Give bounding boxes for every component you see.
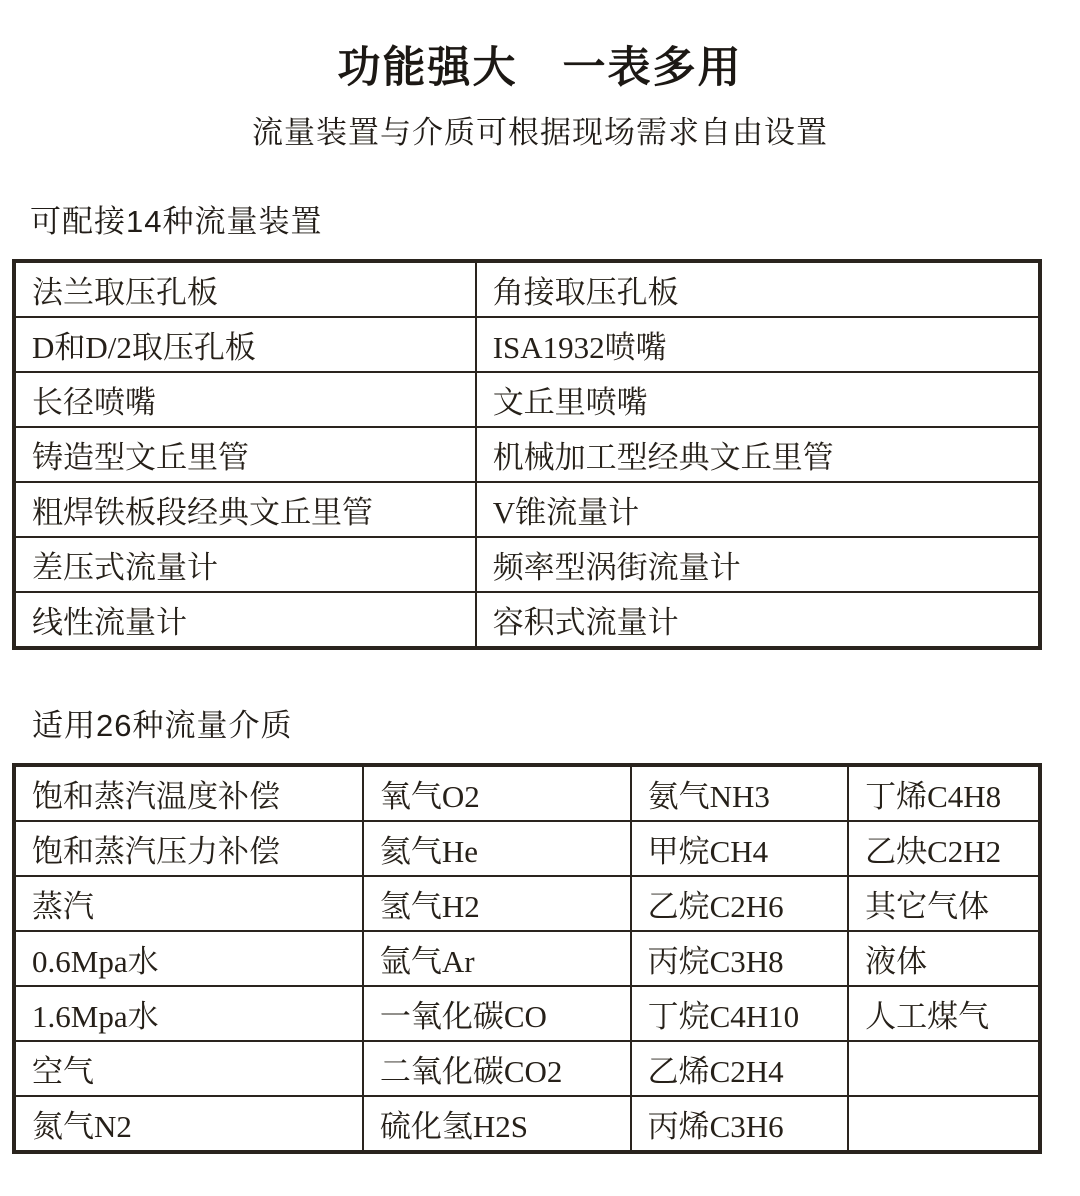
- table-row: [14, 986, 1040, 1041]
- table-cell: 其它气体: [848, 876, 1040, 931]
- table-cell: 线性流量计: [14, 592, 476, 648]
- table-row: [14, 482, 1040, 537]
- table-row: [14, 427, 1040, 482]
- table-cell: [848, 1096, 1040, 1152]
- table-cell: 一氧化碳CO: [363, 986, 631, 1041]
- page-title: 功能强大 一表多用: [337, 44, 743, 92]
- table-cell: 角接取压孔板: [476, 261, 1040, 317]
- table-row: [14, 1041, 1040, 1096]
- page-subtitle: 流量装置与介质可根据现场需求自由设置: [252, 115, 828, 150]
- table-cell: 氨气NH3: [631, 765, 849, 821]
- table-cell: 蒸汽: [14, 876, 363, 931]
- table-row: [14, 931, 1040, 986]
- table-cell: 氩气Ar: [363, 931, 631, 986]
- table-cell: 丙烯C3H6: [631, 1096, 849, 1152]
- table-cell: [848, 1041, 1040, 1096]
- table-cell: 人工煤气: [848, 986, 1040, 1041]
- devices-table: [12, 259, 1042, 650]
- table-cell: 0.6Mpa水: [14, 931, 363, 986]
- table-cell: 文丘里喷嘴: [476, 372, 1040, 427]
- table-row: [14, 592, 1040, 648]
- table-cell: 饱和蒸汽压力补偿: [14, 821, 363, 876]
- table-row: [14, 876, 1040, 931]
- devices-section-heading: 可配接14种流量装置: [30, 204, 323, 239]
- table-row: [14, 765, 1040, 821]
- table-row: [14, 1096, 1040, 1152]
- table-cell: 乙炔C2H2: [848, 821, 1040, 876]
- table-cell: 硫化氢H2S: [363, 1096, 631, 1152]
- table-cell: 甲烷CH4: [631, 821, 849, 876]
- table-cell: 二氧化碳CO2: [363, 1041, 631, 1096]
- media-section-heading: 适用26种流量介质: [32, 708, 293, 743]
- table-cell: D和D/2取压孔板: [14, 317, 476, 372]
- table-cell: 乙烯C2H4: [631, 1041, 849, 1096]
- table-cell: 铸造型文丘里管: [14, 427, 476, 482]
- table-cell: 丁烷C4H10: [631, 986, 849, 1041]
- media-table: [12, 763, 1042, 1154]
- table-cell: 频率型涡街流量计: [476, 537, 1040, 592]
- table-cell: 长径喷嘴: [14, 372, 476, 427]
- table-cell: 法兰取压孔板: [14, 261, 476, 317]
- table-cell: 氮气N2: [14, 1096, 363, 1152]
- table-row: [14, 537, 1040, 592]
- table-cell: 空气: [14, 1041, 363, 1096]
- table-cell: 差压式流量计: [14, 537, 476, 592]
- table-row: [14, 821, 1040, 876]
- table-cell: 氧气O2: [363, 765, 631, 821]
- table-cell: 氢气H2: [363, 876, 631, 931]
- table-row: [14, 317, 1040, 372]
- table-cell: 粗焊铁板段经典文丘里管: [14, 482, 476, 537]
- table-cell: ISA1932喷嘴: [476, 317, 1040, 372]
- table-cell: 氦气He: [363, 821, 631, 876]
- table-cell: 1.6Mpa水: [14, 986, 363, 1041]
- table-cell: 丁烯C4H8: [848, 765, 1040, 821]
- table-cell: V锥流量计: [476, 482, 1040, 537]
- table-cell: 饱和蒸汽温度补偿: [14, 765, 363, 821]
- table-cell: 丙烷C3H8: [631, 931, 849, 986]
- table-cell: 容积式流量计: [476, 592, 1040, 648]
- table-cell: 乙烷C2H6: [631, 876, 849, 931]
- table-cell: 机械加工型经典文丘里管: [476, 427, 1040, 482]
- table-row: [14, 261, 1040, 317]
- table-row: [14, 372, 1040, 427]
- table-cell: 液体: [848, 931, 1040, 986]
